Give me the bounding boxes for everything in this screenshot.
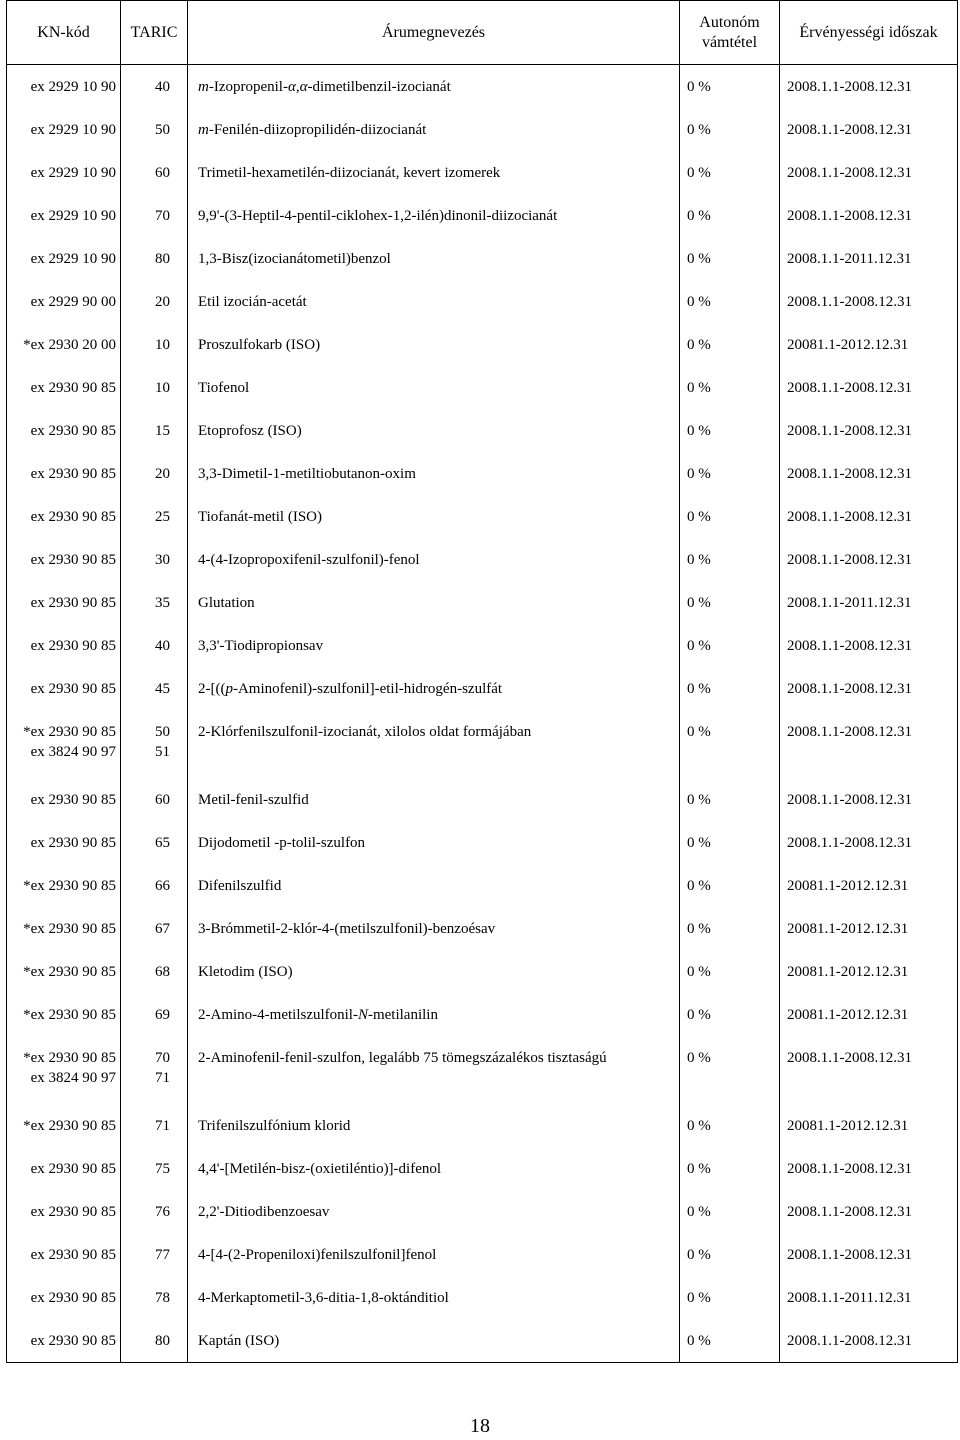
cell-validity-period: 20081.1-2012.12.31 [780,323,958,366]
taric-code: 70 [155,1050,170,1066]
cell-kn-code [7,280,121,323]
cell-kn-code [7,194,121,237]
cell-kn-code [7,108,121,151]
taric-code: 10 [155,380,170,396]
cell-product-name: 9,9'-(3-Heptil-4-pentil-ciklohex-1,2-ilén)dinonil-diizocianát [188,194,680,237]
cell-duty-rate: 0 % [680,65,780,109]
taric-code: 25 [155,509,170,525]
header-duty-rate [680,1,780,65]
kn-code: ex 2930 90 85 [30,595,116,611]
cell-taric [121,993,188,1036]
kn-code: ex 2929 10 90 [30,79,116,95]
cell-taric [121,366,188,409]
cell-duty-rate: 0 % [680,710,780,778]
cell-taric [121,452,188,495]
table-row [7,907,958,950]
cell-duty-rate: 0 % [680,538,780,581]
cell-product-name: 3,3-Dimetil-1-metiltiobutanon-oxim [188,452,680,495]
cell-product-name: 2,2'-Ditiodibenzoesav [188,1190,680,1233]
cell-validity-period: 2008.1.1-2008.12.31 [780,151,958,194]
taric-code: 40 [155,638,170,654]
kn-code: ex 3824 90 97 [30,744,116,760]
cell-validity-period: 2008.1.1-2008.12.31 [780,667,958,710]
table-row [7,1190,958,1233]
taric-code: 76 [155,1204,170,1220]
cell-validity-period: 2008.1.1-2008.12.31 [780,194,958,237]
cell-validity-period: 2008.1.1-2008.12.31 [780,409,958,452]
kn-code: ex 2929 10 90 [30,251,116,267]
cell-kn-code [7,1036,121,1104]
table-row [7,778,958,821]
cell-kn-code [7,907,121,950]
cell-duty-rate: 0 % [680,1190,780,1233]
cell-validity-period: 20081.1-2012.12.31 [780,993,958,1036]
kn-code: *ex 2930 90 85 [23,1007,116,1023]
cell-taric [121,237,188,280]
header-duty-line2: vámtétel [701,33,758,51]
cell-validity-period: 2008.1.1-2008.12.31 [780,452,958,495]
cell-kn-code [7,1147,121,1190]
cell-product-name: 2-[((p-Aminofenil)-szulfonil]-etil-hidrogén-szulfát [188,667,680,710]
cell-duty-rate: 0 % [680,864,780,907]
table-row [7,65,958,109]
cell-taric [121,1233,188,1276]
cell-taric [121,581,188,624]
cell-validity-period: 20081.1-2012.12.31 [780,864,958,907]
cell-kn-code [7,1276,121,1319]
cell-kn-code [7,821,121,864]
header-product-name: Árumegnevezés [188,1,680,65]
cell-kn-code [7,710,121,778]
cell-validity-period: 2008.1.1-2011.12.31 [780,237,958,280]
header-kn-code: KN-kód [7,1,121,65]
cell-kn-code [7,495,121,538]
cell-taric [121,495,188,538]
cell-taric [121,194,188,237]
kn-code: ex 2929 10 90 [30,165,116,181]
cell-validity-period: 2008.1.1-2008.12.31 [780,495,958,538]
cell-kn-code [7,538,121,581]
cell-kn-code [7,778,121,821]
kn-code: ex 2929 10 90 [30,122,116,138]
table-row [7,1036,958,1104]
table-row [7,1233,958,1276]
cell-duty-rate: 0 % [680,280,780,323]
table-row [7,194,958,237]
cell-taric [121,821,188,864]
taric-code: 60 [155,165,170,181]
cell-duty-rate: 0 % [680,194,780,237]
taric-code: 35 [155,595,170,611]
cell-kn-code [7,581,121,624]
table-row [7,1104,958,1147]
cell-taric [121,1036,188,1104]
cell-validity-period: 2008.1.1-2008.12.31 [780,1319,958,1363]
cell-product-name: 2-Aminofenil-fenil-szulfon, legalább 75 tömegszázalékos tisztaságú [188,1036,680,1104]
cell-duty-rate: 0 % [680,1147,780,1190]
cell-taric [121,323,188,366]
table-row [7,864,958,907]
kn-code: ex 2930 90 85 [30,423,116,439]
cell-product-name: m-Fenilén-diizopropilidén-diizocianát [188,108,680,151]
taric-code: 20 [155,294,170,310]
cell-kn-code [7,409,121,452]
cell-validity-period: 2008.1.1-2008.12.31 [780,624,958,667]
cell-duty-rate: 0 % [680,237,780,280]
cell-product-name: 4-[4-(2-Propeniloxi)fenilszulfonil]fenol [188,1233,680,1276]
kn-code: ex 2930 90 85 [30,835,116,851]
taric-code: 70 [155,208,170,224]
kn-code: ex 2930 90 85 [30,681,116,697]
cell-product-name: Kaptán (ISO) [188,1319,680,1363]
cell-product-name: 4-(4-Izopropoxifenil-szulfonil)-fenol [188,538,680,581]
table-row [7,581,958,624]
header-duty-line1: Autonóm [699,13,760,31]
cell-product-name: Trifenilszulfónium klorid [188,1104,680,1147]
kn-code: ex 3824 90 97 [30,1070,116,1086]
taric-code: 75 [155,1161,170,1177]
cell-taric [121,108,188,151]
taric-code: 78 [155,1290,170,1306]
cell-kn-code [7,1190,121,1233]
kn-code: *ex 2930 90 85 [23,878,116,894]
cell-product-name: Tiofanát-metil (ISO) [188,495,680,538]
cell-product-name: Metil-fenil-szulfid [188,778,680,821]
cell-product-name: Trimetil-hexametilén-diizocianát, kevert izomerek [188,151,680,194]
cell-duty-rate: 0 % [680,1276,780,1319]
cell-validity-period: 2008.1.1-2008.12.31 [780,108,958,151]
cell-kn-code [7,1104,121,1147]
kn-code: ex 2930 90 85 [30,1161,116,1177]
cell-validity-period: 2008.1.1-2008.12.31 [780,778,958,821]
table-row [7,1319,958,1363]
taric-code: 69 [155,1007,170,1023]
cell-product-name: Etoprofosz (ISO) [188,409,680,452]
kn-code: *ex 2930 90 85 [23,724,116,740]
cell-duty-rate: 0 % [680,821,780,864]
kn-code: *ex 2930 90 85 [23,1050,116,1066]
cell-kn-code [7,950,121,993]
cell-validity-period: 2008.1.1-2011.12.31 [780,1276,958,1319]
cell-kn-code [7,323,121,366]
cell-kn-code [7,452,121,495]
cell-taric [121,1276,188,1319]
table-row [7,237,958,280]
cell-taric [121,538,188,581]
cell-kn-code [7,237,121,280]
kn-code: ex 2930 90 85 [30,638,116,654]
cell-validity-period: 2008.1.1-2008.12.31 [780,366,958,409]
header-validity: Érvényességi időszak [780,1,958,65]
cell-product-name: 3-Brómmetil-2-klór-4-(metilszulfonil)-benzoésav [188,907,680,950]
cell-product-name: Tiofenol [188,366,680,409]
cell-duty-rate: 0 % [680,1104,780,1147]
taric-code: 30 [155,552,170,568]
table-header [7,1,958,65]
table-body [7,65,958,1363]
table-row [7,1276,958,1319]
taric-code: 10 [155,337,170,353]
cell-product-name: 2-Amino-4-metilszulfonil-N-metilanilin [188,993,680,1036]
cell-duty-rate: 0 % [680,1319,780,1363]
cell-duty-rate: 0 % [680,950,780,993]
tariff-table [6,0,958,1363]
taric-code: 77 [155,1247,170,1263]
cell-kn-code [7,366,121,409]
table-row [7,950,958,993]
taric-code: 60 [155,792,170,808]
table-row [7,280,958,323]
cell-product-name: Glutation [188,581,680,624]
kn-code: ex 2929 10 90 [30,208,116,224]
cell-validity-period: 2008.1.1-2008.12.31 [780,710,958,778]
cell-duty-rate: 0 % [680,151,780,194]
cell-taric [121,907,188,950]
cell-duty-rate: 0 % [680,452,780,495]
cell-duty-rate: 0 % [680,1233,780,1276]
cell-kn-code [7,993,121,1036]
cell-validity-period: 2008.1.1-2011.12.31 [780,581,958,624]
cell-kn-code [7,667,121,710]
cell-taric [121,1147,188,1190]
cell-duty-rate: 0 % [680,108,780,151]
cell-duty-rate: 0 % [680,323,780,366]
cell-taric [121,1319,188,1363]
taric-code: 71 [155,1118,170,1134]
cell-duty-rate: 0 % [680,366,780,409]
cell-product-name: 1,3-Bisz(izocianátometil)benzol [188,237,680,280]
table-row [7,538,958,581]
cell-product-name: Dijodometil -p-tolil-szulfon [188,821,680,864]
taric-code: 50 [155,122,170,138]
cell-taric [121,710,188,778]
cell-product-name: 4,4'-[Metilén-bisz-(oxietiléntio)]-difenol [188,1147,680,1190]
cell-product-name: Difenilszulfid [188,864,680,907]
kn-code: ex 2929 90 00 [30,294,116,310]
kn-code: *ex 2930 90 85 [23,1118,116,1134]
taric-code: 80 [155,1333,170,1349]
table-row [7,366,958,409]
cell-validity-period: 20081.1-2012.12.31 [780,907,958,950]
header-taric: TARIC [121,1,188,65]
cell-taric [121,667,188,710]
cell-duty-rate: 0 % [680,667,780,710]
cell-taric [121,65,188,109]
taric-code: 15 [155,423,170,439]
taric-code: 80 [155,251,170,267]
cell-duty-rate: 0 % [680,624,780,667]
table-row [7,667,958,710]
taric-code: 68 [155,964,170,980]
cell-duty-rate: 0 % [680,778,780,821]
page-number: 18 [470,1415,490,1437]
taric-code: 66 [155,878,170,894]
cell-product-name: 2-Klórfenilszulfonil-izocianát, xilolos oldat formájában [188,710,680,778]
kn-code: ex 2930 90 85 [30,380,116,396]
cell-taric [121,950,188,993]
cell-taric [121,864,188,907]
table-row [7,993,958,1036]
cell-duty-rate: 0 % [680,409,780,452]
taric-code: 67 [155,921,170,937]
cell-validity-period: 2008.1.1-2008.12.31 [780,280,958,323]
cell-product-name: 4-Merkaptometil-3,6-ditia-1,8-oktánditiol [188,1276,680,1319]
cell-taric [121,1190,188,1233]
cell-kn-code [7,624,121,667]
cell-product-name: Kletodim (ISO) [188,950,680,993]
taric-code: 51 [155,744,170,760]
cell-product-name: 3,3'-Tiodipropionsav [188,624,680,667]
cell-duty-rate: 0 % [680,495,780,538]
cell-taric [121,409,188,452]
cell-taric [121,151,188,194]
cell-duty-rate: 0 % [680,581,780,624]
kn-code: ex 2930 90 85 [30,1247,116,1263]
cell-product-name: Etil izocián-acetát [188,280,680,323]
cell-validity-period: 2008.1.1-2008.12.31 [780,1147,958,1190]
kn-code: ex 2930 90 85 [30,1204,116,1220]
table-row [7,624,958,667]
table-row [7,821,958,864]
cell-validity-period: 2008.1.1-2008.12.31 [780,1190,958,1233]
cell-validity-period: 20081.1-2012.12.31 [780,950,958,993]
cell-taric [121,778,188,821]
taric-code: 45 [155,681,170,697]
taric-code: 20 [155,466,170,482]
table-row [7,151,958,194]
kn-code: ex 2930 90 85 [30,1290,116,1306]
table-row [7,710,958,778]
cell-duty-rate: 0 % [680,993,780,1036]
cell-duty-rate: 0 % [680,1036,780,1104]
cell-product-name: m-Izopropenil-α,α-dimetilbenzil-izocianát [188,65,680,109]
kn-code: *ex 2930 90 85 [23,921,116,937]
cell-product-name: Proszulfokarb (ISO) [188,323,680,366]
kn-code: *ex 2930 90 85 [23,964,116,980]
kn-code: ex 2930 90 85 [30,466,116,482]
kn-code: *ex 2930 20 00 [23,337,116,353]
cell-validity-period: 2008.1.1-2008.12.31 [780,1036,958,1104]
table-row [7,452,958,495]
cell-kn-code [7,1319,121,1363]
cell-taric [121,624,188,667]
table-row [7,323,958,366]
taric-code: 65 [155,835,170,851]
cell-validity-period: 2008.1.1-2008.12.31 [780,821,958,864]
cell-validity-period: 2008.1.1-2008.12.31 [780,1233,958,1276]
kn-code: ex 2930 90 85 [30,552,116,568]
table-row [7,409,958,452]
cell-validity-period: 20081.1-2012.12.31 [780,1104,958,1147]
taric-code: 71 [155,1070,170,1086]
kn-code: ex 2930 90 85 [30,792,116,808]
table-row [7,1147,958,1190]
taric-code: 40 [155,79,170,95]
cell-validity-period: 2008.1.1-2008.12.31 [780,538,958,581]
cell-kn-code [7,151,121,194]
cell-kn-code [7,1233,121,1276]
cell-kn-code [7,864,121,907]
cell-validity-period: 2008.1.1-2008.12.31 [780,65,958,109]
kn-code: ex 2930 90 85 [30,1333,116,1349]
cell-taric [121,280,188,323]
table-row [7,108,958,151]
cell-duty-rate: 0 % [680,907,780,950]
cell-taric [121,1104,188,1147]
cell-kn-code [7,65,121,109]
kn-code: ex 2930 90 85 [30,509,116,525]
taric-code: 50 [155,724,170,740]
table-row [7,495,958,538]
